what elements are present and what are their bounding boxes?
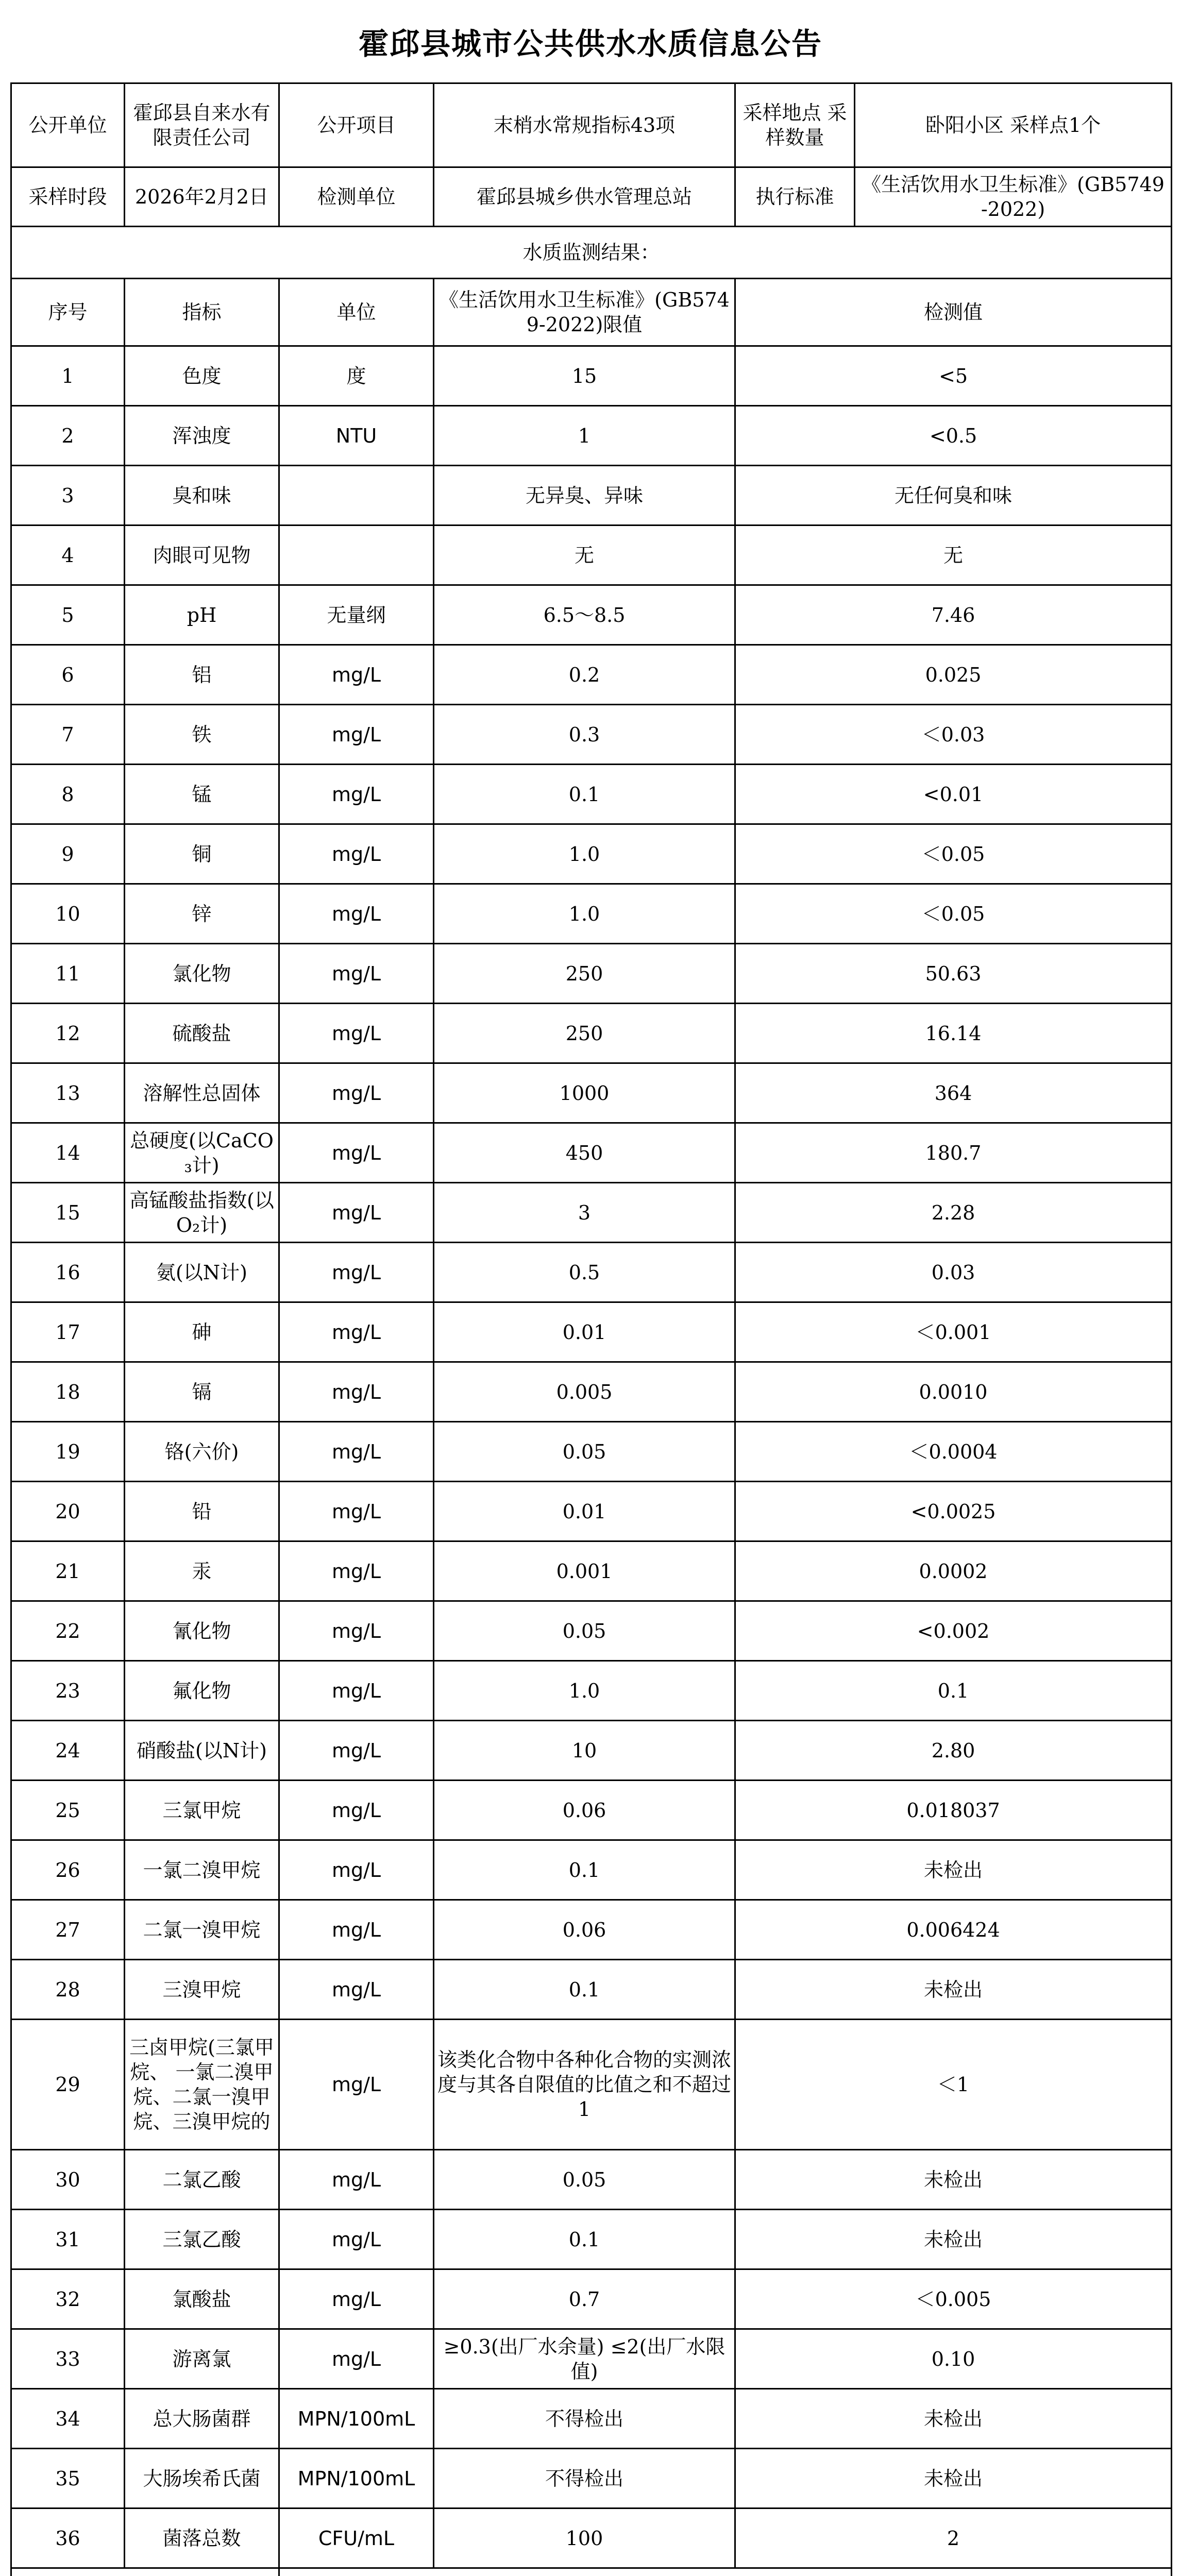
row-value: 16.14 (735, 1004, 1172, 1063)
lab-label: 检测单位 (279, 167, 434, 227)
row-no: 12 (11, 1004, 125, 1063)
row-unit: MPN/100mL (279, 2449, 434, 2509)
row-unit: mg/L (279, 1601, 434, 1661)
table-row (11, 944, 1172, 1004)
row-value: 0.10 (735, 2329, 1172, 2389)
row-unit: MPN/100mL (279, 2389, 434, 2449)
table-row (11, 1781, 1172, 1840)
table-row (11, 1183, 1172, 1243)
col-header-value: 检测值 (735, 279, 1172, 346)
row-no: 14 (11, 1123, 125, 1183)
row-indicator: 铝 (125, 645, 279, 705)
row-indicator: 三氯乙酸 (125, 2210, 279, 2269)
water-quality-table (10, 82, 1172, 2576)
row-indicator: 溶解性总固体 (125, 1063, 279, 1123)
col-header-indicator: 指标 (125, 279, 279, 346)
row-value: 无任何臭和味 (735, 466, 1172, 526)
row-no: 13 (11, 1063, 125, 1123)
table-row (11, 1721, 1172, 1781)
row-value: 0.03 (735, 1243, 1172, 1302)
table-row (11, 2150, 1172, 2210)
row-unit: mg/L (279, 1721, 434, 1781)
row-indicator: 三卤甲烷(三氯甲烷、 一氯二溴甲烷、二氯一溴甲烷、三溴甲烷的 (125, 2020, 279, 2150)
site-value: 卧阳小区 采样点1个 (855, 83, 1172, 167)
row-unit: mg/L (279, 1781, 434, 1840)
row-no: 17 (11, 1302, 125, 1362)
row-limit: 1 (434, 406, 735, 466)
row-indicator: 臭和味 (125, 466, 279, 526)
row-unit: mg/L (279, 2150, 434, 2210)
row-no: 33 (11, 2329, 125, 2389)
table-row (11, 2020, 1172, 2150)
row-value: ＜0.05 (735, 824, 1172, 884)
row-unit: mg/L (279, 1123, 434, 1183)
row-indicator: 二氯乙酸 (125, 2150, 279, 2210)
row-value: 未检出 (735, 2449, 1172, 2509)
item-label: 公开项目 (279, 83, 434, 167)
date-label: 采样时段 (11, 167, 125, 227)
row-limit: 0.5 (434, 1243, 735, 1302)
row-no: 27 (11, 1900, 125, 1960)
row-limit: 0.06 (434, 1900, 735, 1960)
row-no: 35 (11, 2449, 125, 2509)
row-no: 21 (11, 1541, 125, 1601)
row-indicator: 锌 (125, 884, 279, 944)
row-unit: mg/L (279, 1960, 434, 2020)
row-unit: 无量纲 (279, 585, 434, 645)
table-row (11, 705, 1172, 765)
row-no: 1 (11, 346, 125, 406)
row-indicator: 一氯二溴甲烷 (125, 1840, 279, 1900)
row-value: 0.0010 (735, 1362, 1172, 1422)
row-unit: mg/L (279, 1063, 434, 1123)
row-value: 180.7 (735, 1123, 1172, 1183)
publisher-value: 霍邱县自来水有限责任公司 (125, 83, 279, 167)
row-value: ＜0.03 (735, 705, 1172, 765)
row-unit: mg/L (279, 2210, 434, 2269)
row-value: ＜1 (735, 2020, 1172, 2150)
row-limit: 0.05 (434, 2150, 735, 2210)
row-limit: 0.1 (434, 1840, 735, 1900)
row-unit: mg/L (279, 1302, 434, 1362)
row-value: 未检出 (735, 2210, 1172, 2269)
row-limit: 1.0 (434, 884, 735, 944)
row-indicator: 菌落总数 (125, 2509, 279, 2568)
row-no: 19 (11, 1422, 125, 1482)
row-limit: 0.001 (434, 1541, 735, 1601)
row-no: 7 (11, 705, 125, 765)
col-header-limit: 《生活饮用水卫生标准》(GB5749-2022)限值 (434, 279, 735, 346)
row-indicator: pH (125, 585, 279, 645)
row-unit: 度 (279, 346, 434, 406)
row-unit: mg/L (279, 1482, 434, 1541)
table-row (11, 1422, 1172, 1482)
row-indicator: 镉 (125, 1362, 279, 1422)
site-label: 采样地点 采样数量 (735, 83, 855, 167)
row-no: 24 (11, 1721, 125, 1781)
row-value: 0.018037 (735, 1781, 1172, 1840)
table-row (11, 1063, 1172, 1123)
table-row (11, 2509, 1172, 2568)
row-value: 未检出 (735, 1960, 1172, 2020)
std-value: 《生活饮用水卫生标准》(GB5749-2022) (855, 167, 1172, 227)
table-row (11, 1900, 1172, 1960)
table-row (11, 2389, 1172, 2449)
row-value: <0.002 (735, 1601, 1172, 1661)
row-limit: 250 (434, 1004, 735, 1063)
table-row (11, 645, 1172, 705)
row-limit: 0.2 (434, 645, 735, 705)
row-limit: 0.05 (434, 1601, 735, 1661)
row-limit: 0.1 (434, 765, 735, 824)
table-row (11, 1541, 1172, 1601)
row-unit: mg/L (279, 1362, 434, 1422)
row-no: 15 (11, 1183, 125, 1243)
row-limit: 0.1 (434, 1960, 735, 2020)
row-value: 0.025 (735, 645, 1172, 705)
conclusion-row (11, 2568, 1172, 2576)
row-unit: mg/L (279, 2329, 434, 2389)
column-header-row (11, 279, 1172, 346)
row-limit: 1000 (434, 1063, 735, 1123)
row-no: 2 (11, 406, 125, 466)
row-limit: 3 (434, 1183, 735, 1243)
row-no: 26 (11, 1840, 125, 1900)
row-limit: 0.01 (434, 1302, 735, 1362)
row-value: 0.0002 (735, 1541, 1172, 1601)
table-row (11, 585, 1172, 645)
row-indicator: 锰 (125, 765, 279, 824)
row-indicator: 游离氯 (125, 2329, 279, 2389)
row-value: <0.01 (735, 765, 1172, 824)
row-unit: mg/L (279, 1422, 434, 1482)
row-indicator: 三氯甲烷 (125, 1781, 279, 1840)
row-limit: 0.005 (434, 1362, 735, 1422)
table-row (11, 526, 1172, 585)
row-no: 9 (11, 824, 125, 884)
row-limit: 0.01 (434, 1482, 735, 1541)
row-limit: 0.3 (434, 705, 735, 765)
row-unit: mg/L (279, 824, 434, 884)
row-indicator: 氰化物 (125, 1601, 279, 1661)
row-limit: 不得检出 (434, 2389, 735, 2449)
row-no: 23 (11, 1661, 125, 1721)
row-limit: 6.5～8.5 (434, 585, 735, 645)
table-row (11, 824, 1172, 884)
row-value: ＜0.0004 (735, 1422, 1172, 1482)
col-header-no: 序号 (11, 279, 125, 346)
row-limit: 0.7 (434, 2269, 735, 2329)
row-value: 未检出 (735, 2150, 1172, 2210)
conclusion-value (279, 2568, 1172, 2576)
row-limit: 不得检出 (434, 2449, 735, 2509)
table-row (11, 406, 1172, 466)
row-limit: 1.0 (434, 1661, 735, 1721)
row-no: 10 (11, 884, 125, 944)
row-unit: mg/L (279, 884, 434, 944)
table-row (11, 884, 1172, 944)
row-limit: 0.05 (434, 1422, 735, 1482)
row-value: 50.63 (735, 944, 1172, 1004)
row-indicator: 色度 (125, 346, 279, 406)
row-limit: 15 (434, 346, 735, 406)
row-value: 0.1 (735, 1661, 1172, 1721)
row-value: ＜0.001 (735, 1302, 1172, 1362)
table-row (11, 1004, 1172, 1063)
row-limit: 450 (434, 1123, 735, 1183)
table-row (11, 1840, 1172, 1900)
row-unit: mg/L (279, 1661, 434, 1721)
row-indicator: 硝酸盐(以N计) (125, 1721, 279, 1781)
page-title: 霍邱县城市公共供水水质信息公告 (358, 26, 822, 61)
table-row (11, 1601, 1172, 1661)
row-no: 11 (11, 944, 125, 1004)
row-no: 6 (11, 645, 125, 705)
row-limit: 无 (434, 526, 735, 585)
row-indicator: 总硬度(以CaCO₃计) (125, 1123, 279, 1183)
row-no: 31 (11, 2210, 125, 2269)
row-indicator: 硫酸盐 (125, 1004, 279, 1063)
row-limit: 10 (434, 1721, 735, 1781)
row-indicator: 氟化物 (125, 1661, 279, 1721)
results-title-row (11, 227, 1172, 279)
row-unit: mg/L (279, 645, 434, 705)
results-title: 水质监测结果： (11, 227, 1172, 279)
row-value: 0.006424 (735, 1900, 1172, 1960)
conclusion-label (11, 2568, 279, 2576)
publisher-label: 公开单位 (11, 83, 125, 167)
row-no: 16 (11, 1243, 125, 1302)
row-indicator: 铜 (125, 824, 279, 884)
row-limit: 0.06 (434, 1781, 735, 1840)
row-limit: 100 (434, 2509, 735, 2568)
row-indicator: 铁 (125, 705, 279, 765)
row-value: 2.80 (735, 1721, 1172, 1781)
table-row (11, 2269, 1172, 2329)
row-no: 28 (11, 1960, 125, 2020)
item-value: 末梢水常规指标43项 (434, 83, 735, 167)
row-no: 22 (11, 1601, 125, 1661)
row-indicator: 铅 (125, 1482, 279, 1541)
row-unit: mg/L (279, 1183, 434, 1243)
row-no: 3 (11, 466, 125, 526)
row-no: 32 (11, 2269, 125, 2329)
row-value: 364 (735, 1063, 1172, 1123)
row-value: ＜0.05 (735, 884, 1172, 944)
row-unit: mg/L (279, 1900, 434, 1960)
row-limit: 250 (434, 944, 735, 1004)
table-row (11, 466, 1172, 526)
table-row (11, 2210, 1172, 2269)
row-indicator: 氯酸盐 (125, 2269, 279, 2329)
row-unit: mg/L (279, 765, 434, 824)
row-no: 8 (11, 765, 125, 824)
row-limit: 无异臭、异味 (434, 466, 735, 526)
std-label: 执行标准 (735, 167, 855, 227)
row-value: <5 (735, 346, 1172, 406)
row-unit: NTU (279, 406, 434, 466)
row-unit: CFU/mL (279, 2509, 434, 2568)
row-limit: 0.1 (434, 2210, 735, 2269)
row-indicator: 二氯一溴甲烷 (125, 1900, 279, 1960)
table-row (11, 1960, 1172, 2020)
row-unit: mg/L (279, 1004, 434, 1063)
row-unit: mg/L (279, 2269, 434, 2329)
table-row (11, 2329, 1172, 2389)
row-no: 5 (11, 585, 125, 645)
table-row (11, 2449, 1172, 2509)
info-row-1 (11, 83, 1172, 167)
row-indicator: 总大肠菌群 (125, 2389, 279, 2449)
row-indicator: 汞 (125, 1541, 279, 1601)
row-unit (279, 466, 434, 526)
lab-value: 霍邱县城乡供水管理总站 (434, 167, 735, 227)
row-indicator: 氨(以N计) (125, 1243, 279, 1302)
row-limit: ≥0.3(出厂水余量) ≤2(出厂水限值) (434, 2329, 735, 2389)
col-header-unit: 单位 (279, 279, 434, 346)
row-value: 2.28 (735, 1183, 1172, 1243)
date-value: 2026年2月2日 (125, 167, 279, 227)
row-unit: mg/L (279, 1840, 434, 1900)
table-row (11, 1123, 1172, 1183)
row-indicator: 三溴甲烷 (125, 1960, 279, 2020)
table-row (11, 1661, 1172, 1721)
row-no: 18 (11, 1362, 125, 1422)
row-value: 未检出 (735, 2389, 1172, 2449)
table-row (11, 1362, 1172, 1422)
table-row (11, 1243, 1172, 1302)
row-unit: mg/L (279, 1243, 434, 1302)
row-indicator: 铬(六价) (125, 1422, 279, 1482)
row-indicator: 浑浊度 (125, 406, 279, 466)
row-no: 25 (11, 1781, 125, 1840)
row-unit: mg/L (279, 1541, 434, 1601)
row-indicator: 肉眼可见物 (125, 526, 279, 585)
row-indicator: 砷 (125, 1302, 279, 1362)
row-unit: mg/L (279, 705, 434, 765)
row-value: 无 (735, 526, 1172, 585)
row-no: 30 (11, 2150, 125, 2210)
row-value: ＜0.005 (735, 2269, 1172, 2329)
row-unit: mg/L (279, 2020, 434, 2150)
row-limit: 该类化合物中各种化合物的实测浓度与其各自限值的比值之和不超过1 (434, 2020, 735, 2150)
row-no: 29 (11, 2020, 125, 2150)
row-value: 7.46 (735, 585, 1172, 645)
table-row (11, 1482, 1172, 1541)
row-value: 未检出 (735, 1840, 1172, 1900)
row-unit (279, 526, 434, 585)
row-indicator: 氯化物 (125, 944, 279, 1004)
row-unit: mg/L (279, 944, 434, 1004)
row-limit: 1.0 (434, 824, 735, 884)
row-indicator: 高锰酸盐指数(以O₂计) (125, 1183, 279, 1243)
row-value: <0.0025 (735, 1482, 1172, 1541)
info-row-2 (11, 167, 1172, 227)
row-no: 36 (11, 2509, 125, 2568)
row-value: 2 (735, 2509, 1172, 2568)
row-value: <0.5 (735, 406, 1172, 466)
row-indicator: 大肠埃希氏菌 (125, 2449, 279, 2509)
row-no: 34 (11, 2389, 125, 2449)
row-no: 4 (11, 526, 125, 585)
table-row (11, 346, 1172, 406)
table-row (11, 765, 1172, 824)
row-no: 20 (11, 1482, 125, 1541)
table-row (11, 1302, 1172, 1362)
